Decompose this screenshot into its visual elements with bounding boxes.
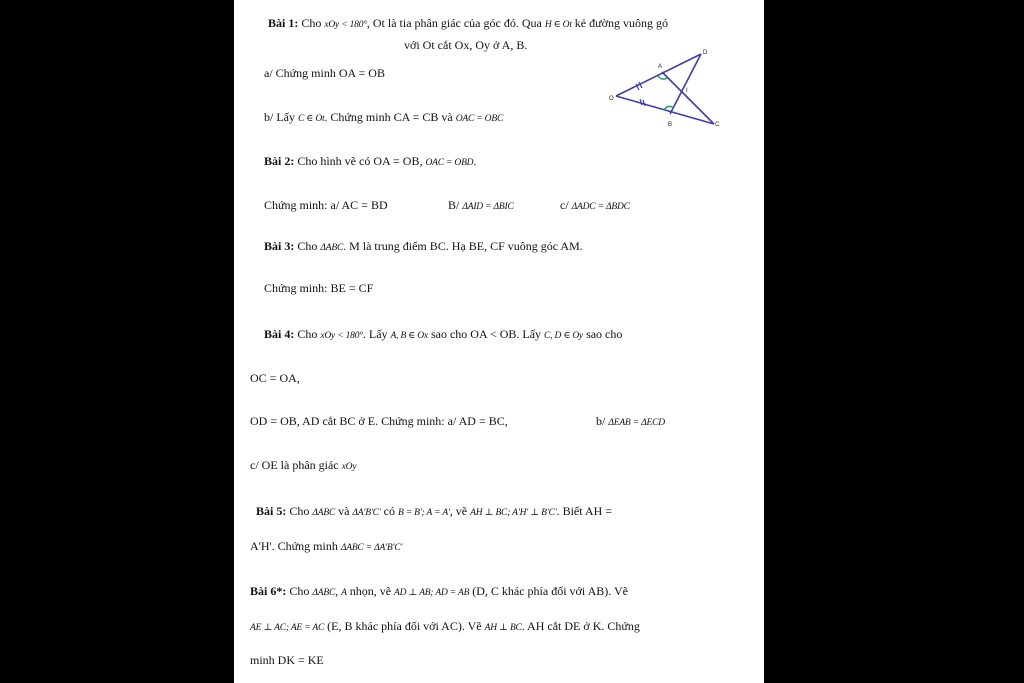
- problem-6-line-1: Bài 6*: Cho ΔABC, A nhọn, vẽ AD ⊥ AB; AD = AB (D, C khác phía đối với AB). Vẽ: [250, 584, 629, 598]
- problem-1-part-b: b/ Lấy C ∈ Ot. Chứng minh CA = CB và OAC = OBC: [264, 110, 504, 124]
- problem-2-line-1: Bài 2: Cho hình vẽ có OA = OB, OAC = OBD.: [264, 154, 477, 168]
- problem-3-proof: Chứng minh: BE = CF: [264, 281, 374, 295]
- problem-2-part-b: B/ ΔAID = ΔBIC: [448, 198, 514, 212]
- figure-lines: [616, 54, 714, 124]
- problem-4-part-b: b/ ΔEAB = ΔECD: [596, 414, 665, 428]
- problem-5-line-1: Bài 5: Cho ΔABC và ΔA'B'C' có B = B'; A = A', vẽ AH ⊥ BC; A'H' ⊥ B'C'. Biết AH =: [256, 504, 613, 518]
- problem-4-line-1: Bài 4: Cho xOy < 180°. Lấy A, B ∈ Ox sao cho OA < OB. Lấy C, D ∈ Oy sao cho: [264, 327, 623, 341]
- problem-4-part-c: c/ OE là phân giác xOy: [250, 458, 357, 472]
- problem-1-line-2: với Ot cắt Ox, Oy ở A, B.: [404, 38, 528, 52]
- label-c: C: [715, 122, 720, 128]
- document-page: [234, 0, 764, 683]
- problem-4-line-2: OC = OA,: [250, 371, 300, 385]
- problem-4-line-3: OD = OB, AD cắt BC ở E. Chứng minh: a/ AD = BC,: [250, 414, 508, 428]
- problem-1-line-1: Bài 1: Cho xOy < 180°, Ot là tia phân giác của góc đó. Qua H ∈ Ot kẻ đường vuông gó: [268, 16, 668, 30]
- problem-6-line-2: AE ⊥ AC; AE = AC (E, B khác phía đối với AC). Vẽ AH ⊥ BC. AH cắt DE ở K. Chứng: [250, 619, 640, 633]
- label-a: A: [658, 64, 663, 70]
- label-i: I: [686, 88, 688, 94]
- triangle-figure: [606, 46, 722, 132]
- problem-5-line-2: A'H'. Chứng minh ΔABC = ΔA'B'C': [250, 539, 403, 553]
- label-o: O: [609, 96, 614, 102]
- segment-od: [616, 54, 701, 96]
- problem-6-line-3: minh DK = KE: [250, 653, 324, 667]
- problem-3-line-1: Bài 3: Cho ΔABC. M là trung điểm BC. Hạ BE, CF vuông góc AM.: [264, 239, 583, 253]
- problem-2-part-c: c/ ΔADC = ΔBDC: [560, 198, 630, 212]
- problem-1-part-a: a/ Chứng minh OA = OB: [264, 66, 385, 80]
- problem-2-proofs: Chứng minh: a/ AC = BD: [264, 198, 388, 212]
- label-b: B: [668, 122, 673, 128]
- label-d: D: [703, 50, 708, 56]
